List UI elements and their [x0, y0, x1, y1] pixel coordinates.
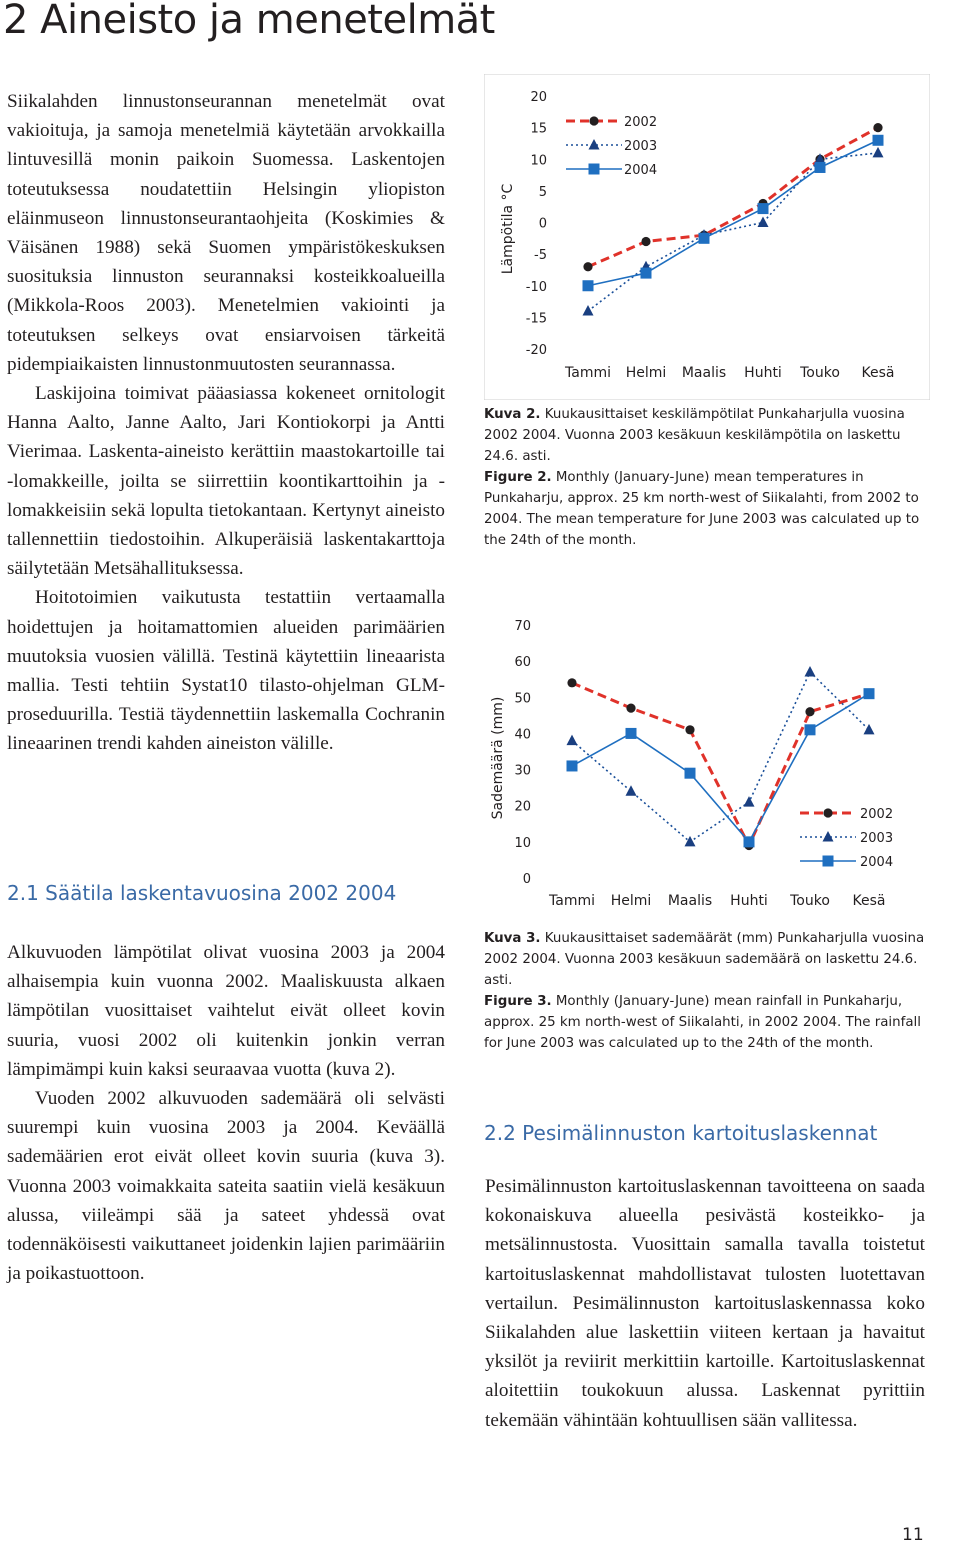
- paragraph: Laskijoina toimivat pääasiassa kokeneet ornitologit Hanna Aalto, Janne Aalto, Jari Kontiokorpi ja Antti Vierimaa. Laskenta-aineisto kerättiin maastokartoille tai -lomakkeille, joilta se siirrettiin koontikarttoihin ja -lomakkeisiin sekä lopulta tietokantaan. Kertynyt aineisto tallennettiin tiedostoihin. Alkuperäisiä laskentakarttoja säilytetään Metsähallituksessa.: [7, 383, 445, 580]
- paragraph: Hoitotoimien vaikutusta testattiin vertaamalla hoidettujen ja hoitamattomien alueiden parimäärien muutoksia vuosien välillä. Testinä käytettiin lineaarista mallia. Testi tehtiin Systat10 tilasto-ohjelman GLM-proseduurilla. Testiä täydennettiin laskemalla Cochranin lineaarinen trendi kahden aineiston välille.: [7, 587, 445, 755]
- data-point-2004: [641, 268, 652, 279]
- x-tick-label: Touko: [800, 365, 840, 381]
- rainfall-chart: [484, 608, 930, 918]
- bird-survey-text: [485, 1172, 925, 1435]
- x-tick-label: Maalis: [667, 893, 713, 909]
- y-tick-label: -10: [525, 279, 547, 295]
- x-tick-label: Tammi: [549, 893, 595, 909]
- data-point-2002: [873, 123, 882, 132]
- y-tick-label: 20: [530, 90, 547, 105]
- legend-label: 2004: [860, 855, 894, 870]
- temperature-chart: [484, 74, 930, 400]
- y-tick-label: -15: [525, 311, 547, 327]
- y-tick-label: 5: [538, 184, 547, 200]
- y-tick-label: 50: [514, 691, 531, 707]
- data-point-2003: [744, 796, 755, 807]
- weather-text: [7, 938, 445, 1288]
- data-point-2002: [626, 704, 635, 713]
- methods-text: [7, 87, 445, 759]
- data-point-2002: [567, 678, 576, 687]
- x-tick-label: Huhti: [730, 893, 768, 909]
- data-point-2004: [815, 162, 826, 173]
- y-tick-label: -5: [534, 248, 547, 264]
- caption-text: Monthly (January-June) mean temperatures in Punkaharju, approx. 25 km north-west of Siikalahti, from 2002 to 2004. The mean temperature for June 2003 was calculated up to the 24th of the month.: [484, 470, 920, 548]
- data-point-2004: [583, 280, 594, 291]
- legend-marker-2004: [823, 856, 834, 867]
- data-point-2003: [626, 785, 637, 796]
- data-point-2003: [864, 724, 875, 735]
- x-tick-label: Kesä: [861, 365, 895, 381]
- data-point-2002: [583, 262, 592, 271]
- y-tick-label: 40: [514, 727, 531, 743]
- legend-label: 2002: [860, 807, 894, 822]
- y-axis-label: Sademäärä (mm): [490, 696, 506, 820]
- y-tick-label: 0: [522, 872, 531, 887]
- x-tick-label: Huhti: [744, 365, 782, 381]
- data-point-2002: [805, 707, 814, 716]
- figure-2-caption: [484, 404, 928, 551]
- legend-label: 2004: [624, 163, 658, 178]
- caption-text: Kuukausittaiset keskilämpötilat Punkaharjulla vuosina 2002 2004. Vuonna 2003 kesäkuun keskilämpötila on laskettu 24.6. asti.: [484, 407, 905, 464]
- data-point-2002: [685, 725, 694, 734]
- caption-text: Kuukausittaiset sademäärät (mm) Punkaharjulla vuosina 2002 2004. Vuonna 2003 kesäkuun sademäärä on laskettu 24.6. asti.: [484, 931, 925, 988]
- x-tick-label: Helmi: [625, 365, 667, 381]
- y-tick-label: 0: [538, 216, 547, 232]
- legend-marker-2002: [589, 116, 598, 125]
- paragraph: Siikalahden linnustonseurannan menetelmät ovat vakioituja, ja samoja menetelmiä käytetään arvokkailla lintuvesillä monin paikoin Suomessa. Laskentojen toteutuksessa noudatettiin Helsingin yliopiston eläinmuseon linnustonseurantaohjeita (Koskimies & Väisänen 1988) sekä Suomen ympäristökeskuksen suosituksia linnuston seurannaksi kosteikkoalueilla (Mikkola-Roos 2003). Menetelmien vakiointi ja toteutuksen selkeys ovat ensiarvoisen tärkeitä pidempiaikaisten linnustonmuutosten seurannassa.: [7, 91, 445, 375]
- page-title: 2 Aineisto ja menetelmät: [3, 0, 495, 43]
- x-tick-label: Tammi: [565, 365, 611, 381]
- data-point-2003: [567, 735, 578, 746]
- data-point-2004: [626, 728, 637, 739]
- y-tick-label: 15: [530, 121, 547, 137]
- data-point-2004: [873, 135, 884, 146]
- data-point-2003: [685, 836, 696, 847]
- paragraph: Vuoden 2002 alkuvuoden sademäärä oli selvästi suurempi kuin vuosina 2003 ja 2004. Keväällä sademäärien erot eivät olleet kovin suuria (kuva 3). Vuonna 2003 voimakkaita sateita saatiin vielä kesäkuun alussa, viileämpi sää ja sateet yhdessä ovat todennäköisesti vaikuttaneet joidenkin lajien parimääriin ja poikastuottoon.: [7, 1088, 445, 1285]
- data-point-2004: [744, 836, 755, 847]
- data-point-2004: [699, 233, 710, 244]
- caption-label: Figure 3.: [484, 994, 552, 1009]
- x-tick-label: Maalis: [681, 365, 727, 381]
- paragraph: Alkuvuoden lämpötilat olivat vuosina 2003 ja 2004 alhaisempia kuin vuonna 2002. Maaliskuusta alkaen lämpötilan vuosittaiset vaihtelut eivät olleet kovin suuria, vuosi 2002 oli kuitenkin jonkin verran lämpimämpi kuin kaksi seuraavaa vuotta (kuva 2).: [7, 942, 445, 1080]
- data-point-2002: [641, 237, 650, 246]
- paragraph: Pesimälinnuston kartoituslaskennan tavoitteena on saada kokonaiskuva alueella pesivästä kosteikko- ja metsälinnustosta. Vuosittain samalla tavalla toistetut kartoituslaskennat mahdollistavat tulosten luotettavan vertailun. Pesimälinnuston kartoituslaskennassa koko Siikalahden alue laskettiin viiteen kertaan ja havaitut yksilöt ja reviirit merkittiin kartoille. Kartoituslaskennat aloitettiin toukokuun alussa. Laskennat pyrittiin tekemään vähintään kohtuullisen sään vallitessa.: [485, 1176, 925, 1431]
- series-line-2002: [572, 683, 869, 846]
- data-point-2004: [805, 724, 816, 735]
- y-tick-label: -20: [525, 343, 547, 358]
- y-axis-label: Lämpötila °C: [500, 183, 516, 275]
- x-tick-label: Helmi: [610, 893, 652, 909]
- x-tick-label: Touko: [790, 893, 830, 909]
- series-line-2004: [572, 694, 869, 842]
- data-point-2004: [685, 768, 696, 779]
- x-tick-label: Kesä: [852, 893, 886, 909]
- page-number: 11: [902, 1525, 924, 1545]
- data-point-2004: [758, 203, 769, 214]
- y-tick-label: 20: [514, 799, 531, 815]
- y-tick-label: 30: [514, 763, 531, 779]
- y-tick-label: 10: [530, 153, 547, 169]
- legend-label: 2003: [624, 139, 658, 154]
- caption-label: Figure 2.: [484, 470, 552, 485]
- y-tick-label: 70: [514, 619, 531, 634]
- caption-label: Kuva 3.: [484, 931, 541, 946]
- caption-text: Monthly (January-June) mean rainfall in Punkaharju, approx. 25 km north-west of Siikalahti, in 2002 2004. The rainfall for June 2003 was calculated up to the 24th of the month.: [484, 994, 921, 1051]
- y-tick-label: 60: [514, 655, 531, 671]
- data-point-2003: [805, 666, 816, 677]
- legend-label: 2002: [624, 115, 658, 130]
- legend-marker-2002: [823, 808, 832, 817]
- legend-marker-2004: [589, 164, 600, 175]
- section-heading-2-2: 2.2 Pesimälinnuston kartoituslaskennat: [484, 1121, 878, 1145]
- data-point-2004: [864, 688, 875, 699]
- y-tick-label: 10: [514, 835, 531, 851]
- figure-3-caption: [484, 928, 928, 1054]
- section-heading-2-1: 2.1 Säätila laskentavuosina 2002 2004: [7, 881, 397, 905]
- caption-label: Kuva 2.: [484, 407, 541, 422]
- legend-label: 2003: [860, 831, 894, 846]
- series-line-2003: [572, 672, 869, 842]
- data-point-2004: [567, 760, 578, 771]
